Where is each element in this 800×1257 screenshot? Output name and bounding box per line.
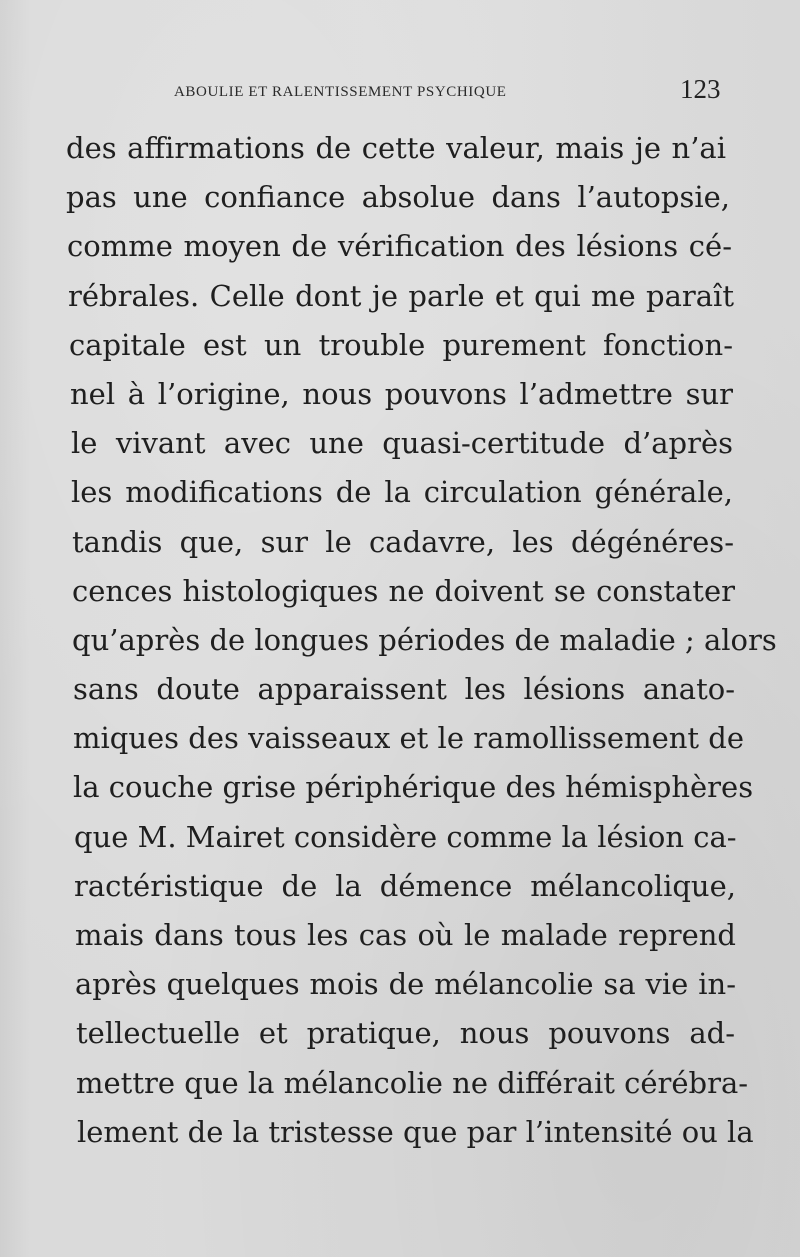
text-line: tandis que, sur le cadavre, les dégénéres-	[72, 524, 734, 559]
text-line: capitale est un trouble purement fonction-	[69, 327, 733, 362]
text-line: les modifications de la circulation générale,	[71, 475, 733, 510]
text-line: mais dans tous les cas où le malade reprend	[75, 918, 736, 952]
text-line: la couche grise périphérique des hémisphères	[73, 770, 754, 805]
text-line: le vivant avec une quasi-certitude d’après	[71, 426, 733, 461]
text-line: miques des vaisseaux et le ramollissement de	[73, 721, 745, 756]
text-line: rébrales. Celle dont je parle et qui me paraît	[68, 278, 734, 313]
text-line: mettre que la mélancolie ne différait cérébra-	[76, 1065, 749, 1100]
text-line: après quelques mois de mélancolie sa vie in-	[75, 967, 736, 1002]
text-line: qu’après de longues périodes de maladie ; alors	[72, 622, 777, 657]
running-head: ABOULIE ET RALENTISSEMENT PSYCHIQUE	[174, 84, 507, 100]
text-line: tellectuelle et pratique, nous pouvons ad-	[76, 1016, 735, 1051]
text-line: pas une confiance absolue dans l’autopsie,	[66, 180, 730, 215]
text-line: que M. Mairet considère comme la lésion ca-	[74, 819, 737, 854]
page-number: 123	[680, 74, 721, 104]
text-line: nel à l’origine, nous pouvons l’admettre sur	[70, 376, 733, 411]
text-line: sans doute apparaissent les lésions anato-	[73, 672, 735, 707]
text-line: des affirmations de cette valeur, mais je n’ai	[66, 131, 726, 165]
text-line: comme moyen de vérification des lésions cé-	[67, 229, 732, 264]
text-line: cences histologiques ne doivent se constater	[72, 573, 735, 608]
text-line: ractéristique de la démence mélancolique,	[74, 868, 736, 903]
body-text	[66, 124, 777, 1157]
text-line: lement de la tristesse que par l’intensité ou la	[77, 1114, 754, 1149]
